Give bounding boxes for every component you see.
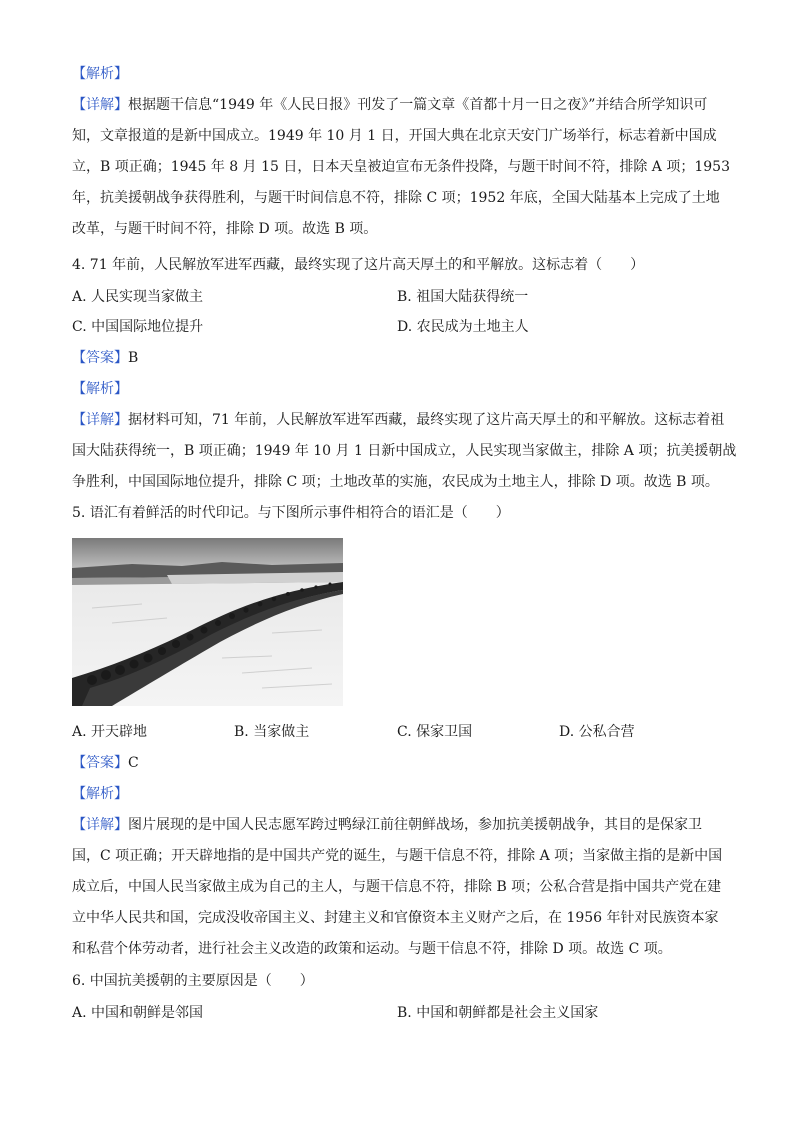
- q3-detail-line-5: 改革，与题干时间不符，排除 D 项。故选 B 项。: [72, 221, 378, 237]
- q6-option-a: A. 中国和朝鲜是邻国: [72, 1005, 204, 1021]
- q5-stem: 5. 语汇有着鲜活的时代印记。与下图所示事件相符合的语汇是（ ）: [72, 505, 510, 521]
- q6-stem: 6. 中国抗美援朝的主要原因是（ ）: [72, 973, 314, 989]
- q5-detail-label: 【详解】: [72, 817, 128, 833]
- q5-detail-line-2: 国，C 项正确；开天辟地指的是中国共产党的诞生，与题干信息不符，排除 A 项；当家做主指的是新中国: [72, 848, 723, 864]
- q5-detail-line-4: 立中华人民共和国，完成没收帝国主义、封建主义和官僚资本主义财产之后，在 1956 年针对民族资本家: [72, 910, 719, 926]
- q5-option-c: C. 保家卫国: [397, 724, 473, 740]
- q4-stem: 4. 71 年前，人民解放军进军西藏，最终实现了这片高天厚土的和平解放。这标志着（ ）: [72, 257, 645, 273]
- q5-option-b: B. 当家做主: [234, 724, 310, 740]
- q5-answer-label: 【答案】: [72, 755, 128, 771]
- troops-crossing-river-photo: [72, 538, 343, 706]
- q4-detail-line-1: 【详解】据材料可知，71 年前，人民解放军进军西藏，最终实现了这片高天厚土的和平解放。这标志着祖: [72, 412, 725, 428]
- q5-detail-line-1: 【详解】图片展现的是中国人民志愿军跨过鸭绿江前往朝鲜战场，参加抗美援朝战争，其目的是保家卫: [72, 817, 702, 833]
- q3-detail-line-3: 立，B 项正确；1945 年 8 月 15 日，日本天皇被迫宣布无条件投降，与题干时间不符，排除 A 项；1953: [72, 159, 730, 175]
- q3-detail-line-4: 年，抗美援朝战争获得胜利，与题干时间信息不符，排除 C 项；1952 年底，全国大陆基本上完成了土地: [72, 190, 720, 206]
- q5-answer: [72, 753, 139, 773]
- q4-detail-line-3: 争胜利，中国国际地位提升，排除 C 项；土地改革的实施，农民成为土地主人，排除 D 项。故选 B 项。: [72, 474, 719, 490]
- q3-detail-line-1: 【详解】根据题干信息“1949 年《人民日报》刊发了一篇文章《首都十月一日之夜》”并结合所学知识可: [72, 97, 708, 113]
- q5-answer-value: C: [128, 755, 139, 771]
- q3-analysis-label: 【解析】: [72, 66, 128, 82]
- q5-option-a: A. 开天辟地: [72, 724, 148, 740]
- q4-detail-line-2: 国大陆获得统一，B 项正确；1949 年 10 月 1 日新中国成立，人民实现当家做主，排除 A 项；抗美援朝战: [72, 443, 737, 459]
- q4-option-d: D. 农民成为土地主人: [397, 319, 529, 335]
- q6-option-b: B. 中国和朝鲜都是社会主义国家: [397, 1005, 599, 1021]
- q4-answer-label: 【答案】: [72, 350, 128, 366]
- q4-option-c: C. 中国国际地位提升: [72, 319, 204, 335]
- q4-analysis-label: 【解析】: [72, 381, 128, 397]
- q3-detail-label: 【详解】: [72, 97, 128, 113]
- q4-option-b: B. 祖国大陆获得统一: [397, 289, 529, 305]
- q3-detail-line-2: 知，文章报道的是新中国成立。1949 年 10 月 1 日，开国大典在北京天安门广场举行，标志着新中国成: [72, 128, 717, 144]
- q5-detail-line-5: 和私营个体劳动者，进行社会主义改造的政策和运动。与题干信息不符，排除 D 项。故选 C 项。: [72, 941, 672, 957]
- q5-analysis-label: 【解析】: [72, 786, 128, 802]
- q4-option-a: A. 人民实现当家做主: [72, 289, 204, 305]
- q5-detail-line-3: 成立后，中国人民当家做主成为自己的主人，与题干信息不符，排除 B 项；公私合营是指中国共产党在建: [72, 879, 722, 895]
- q4-detail-label: 【详解】: [72, 412, 128, 428]
- q4-answer: [72, 348, 138, 368]
- q4-answer-value: B: [128, 350, 139, 366]
- q5-option-d: D. 公私合营: [559, 724, 635, 740]
